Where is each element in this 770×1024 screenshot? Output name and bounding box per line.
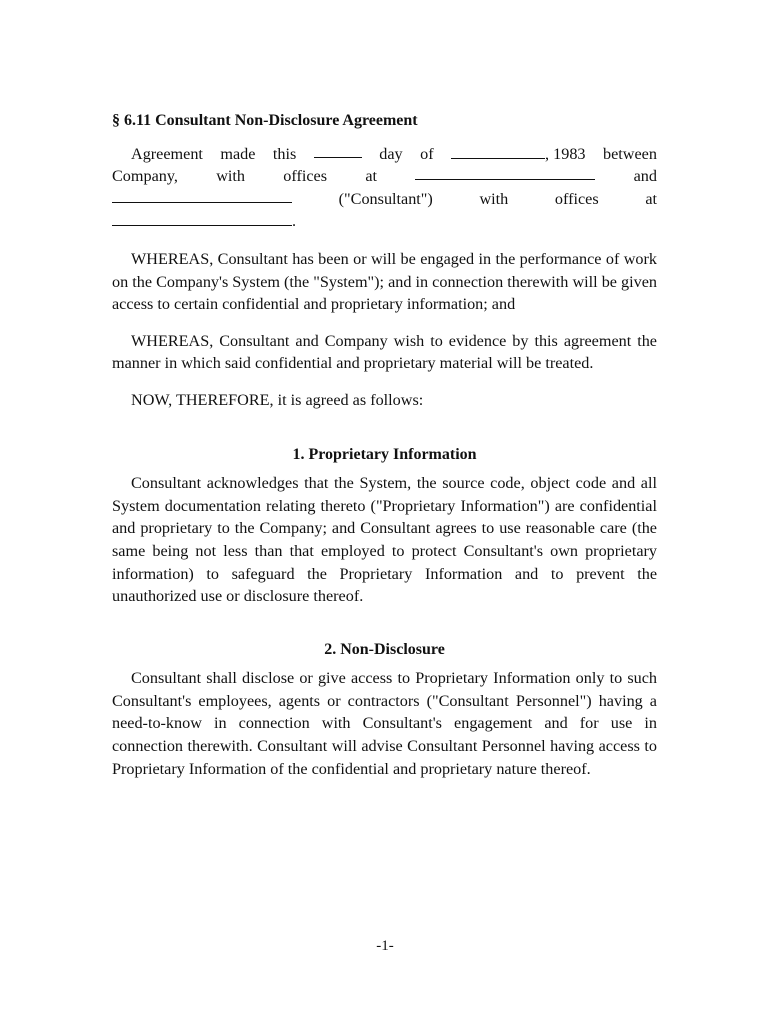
intro-word: made [220, 144, 256, 163]
intro-word: and [633, 167, 657, 186]
intro-line-1 [112, 143, 657, 166]
document-title: § 6.11 Consultant Non-Disclosure Agreement [112, 112, 418, 129]
intro-word: at [365, 167, 378, 186]
intro-word: day [379, 144, 403, 163]
consultant-name-blank [112, 188, 292, 203]
intro-year: , 1983 [545, 144, 586, 163]
intro-word: offices [283, 167, 328, 186]
intro-word: with [479, 189, 509, 208]
month-blank [451, 144, 545, 159]
whereas-paragraph-1: WHEREAS, Consultant has been or will be engaged in the performance of work on the Company's System (the "System"); and in connection therewith will be given access to certain confidential and proprietary information; and [112, 249, 657, 314]
intro-word: this [272, 144, 297, 163]
intro-word: Company, [112, 167, 178, 186]
section-1-heading: 1. Proprietary Information [292, 445, 477, 463]
intro-word: between [602, 144, 657, 163]
intro-paragraph [112, 143, 657, 233]
intro-line-4 [112, 210, 657, 233]
intro-word: of [420, 144, 434, 163]
section-2-body: Consultant shall disclose or give access to Proprietary Information only to such Consultant's employees, agents or contractors ("Consultant Personnel") having a need-to-know in connection with Consultant's engagement and for use in connection therewith. Consultant will advise Consultant Personnel having access to Proprietary Information of the confidential and proprietary nature thereof. [112, 669, 657, 778]
section-2-heading: 2. Non-Disclosure [324, 640, 445, 658]
intro-word: Agreement [131, 144, 203, 163]
whereas-paragraph-2: WHEREAS, Consultant and Company wish to evidence by this agreement the manner in which said confidential and proprietary material will be treated. [112, 331, 657, 373]
page-number: -1- [376, 938, 394, 954]
consultant-address-blank [112, 211, 292, 226]
intro-word: at [645, 189, 657, 208]
section-1-body: Consultant acknowledges that the System, the source code, object code and all System documentation relating thereto ("Proprietary Information") are confidential and proprietary to the Company; and Consultant agrees to use reasonable care (the same being not less than that employed to protect Consultant's own proprietary information) to safeguard the Proprietary Information and to prevent the unauthorized use or disclosure thereof. [112, 474, 657, 606]
intro-line-2 [112, 165, 657, 188]
intro-word: with [216, 167, 246, 186]
intro-word: offices [554, 189, 599, 208]
company-address-blank [415, 165, 595, 180]
therefore-paragraph: NOW, THEREFORE, it is agreed as follows: [131, 390, 424, 409]
intro-line-3 [112, 188, 657, 211]
day-blank [314, 143, 362, 158]
document-page [112, 110, 657, 780]
intro-word: ("Consultant") [338, 189, 433, 208]
intro-period: . [292, 212, 297, 231]
